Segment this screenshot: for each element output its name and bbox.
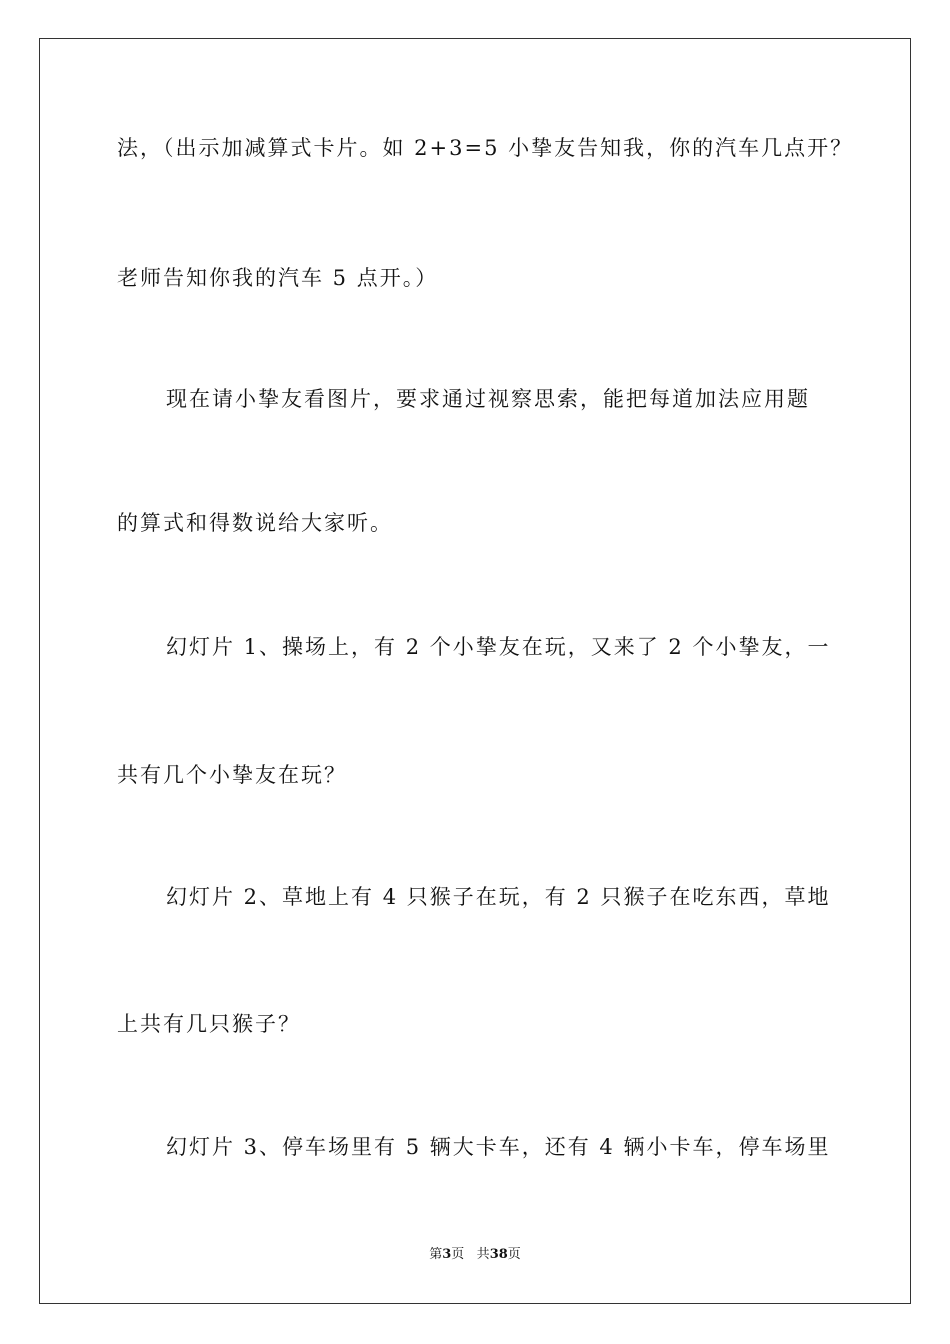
paragraph-line-8: 上共有几只猴子？ <box>117 1012 301 1036</box>
paragraph-line-6: 共有几个小挚友在玩？ <box>117 763 347 787</box>
paragraph-line-2: 老师告知你我的汽车 5 点开。） <box>117 266 439 290</box>
paragraph-line-3: 现在请小挚友看图片，要求通过视察思索，能把每道加法应用题 <box>166 387 810 411</box>
footer-page-prefix: 第 <box>429 1247 443 1262</box>
paragraph-line-7: 幻灯片 2、草地上有 4 只猴子在玩，有 2 只猴子在吃东西，草地 <box>166 885 831 909</box>
footer-total-pages: 38 <box>489 1247 508 1262</box>
paragraph-line-4: 的算式和得数说给大家听。 <box>117 511 393 535</box>
page-border <box>39 38 911 1304</box>
page-footer <box>0 1246 950 1264</box>
footer-page-number: 3 <box>442 1247 452 1262</box>
paragraph-line-5: 幻灯片 1、操场上，有 2 个小挚友在玩，又来了 2 个小挚友，一 <box>166 635 831 659</box>
paragraph-line-1: 法，（出示加减算式卡片。如 2+3=5 小挚友告知我，你的汽车几点开？ <box>117 136 854 160</box>
footer-total-prefix: 共 <box>476 1247 490 1262</box>
footer-page-suffix: 页 <box>451 1247 465 1262</box>
paragraph-line-9: 幻灯片 3、停车场里有 5 辆大卡车，还有 4 辆小卡车，停车场里 <box>166 1135 831 1159</box>
footer-total-suffix: 页 <box>507 1247 521 1262</box>
